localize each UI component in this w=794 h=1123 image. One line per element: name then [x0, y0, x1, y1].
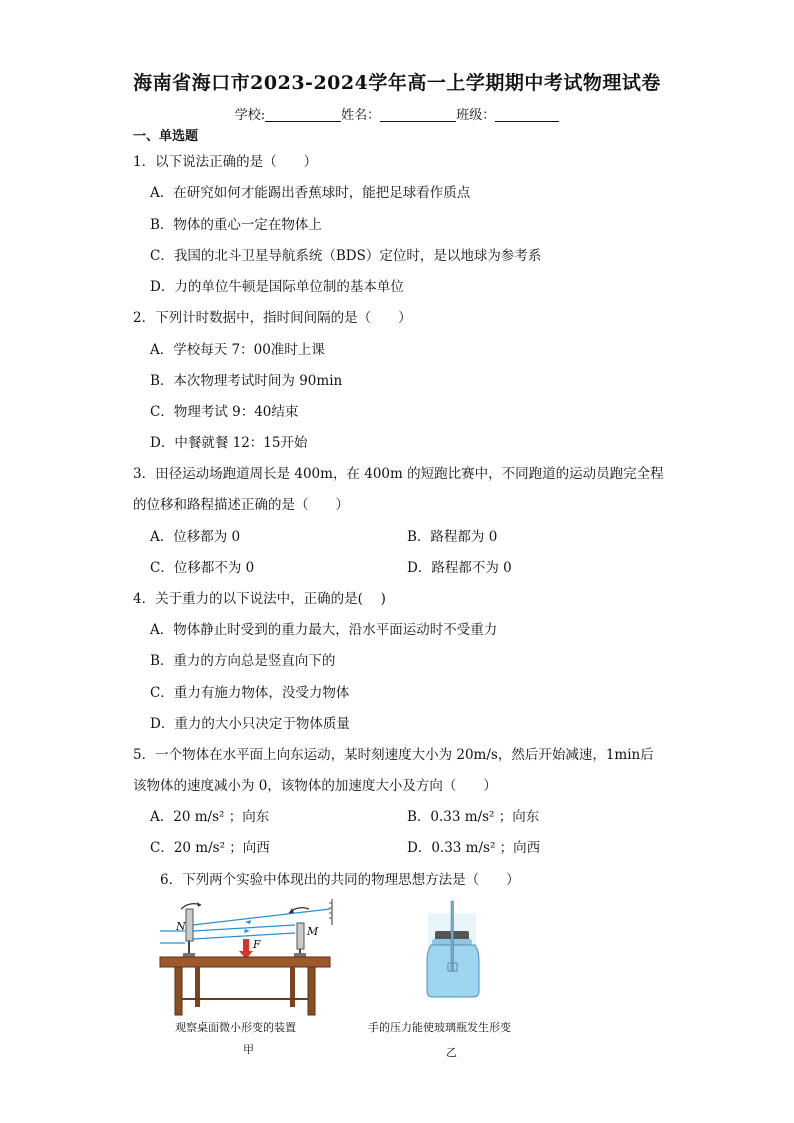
question-3-option-c: C．位移都不为 0	[150, 560, 255, 576]
mirror-n-label: N	[176, 920, 186, 933]
force-f-label: F	[253, 938, 261, 951]
class-label: 班级：	[456, 108, 496, 123]
question-4-stem: 4．关于重力的以下说法中，正确的是( )	[133, 591, 386, 607]
question-1-stem: 1．以下说法正确的是（ ）	[133, 154, 318, 170]
left-figure-caption: 观察桌面微小形变的装置	[175, 1021, 296, 1034]
question-2-option-a: A．学校每天 7：00准时上课	[150, 342, 325, 358]
student-info-line	[0, 104, 794, 123]
question-1-option-a: A．在研究如何才能踢出香蕉球时，能把足球看作质点	[150, 185, 471, 201]
left-figure-label: 甲	[243, 1043, 254, 1056]
name-blank[interactable]	[380, 107, 456, 122]
question-5-option-c: C．20 m/s² ；向西	[150, 840, 270, 856]
question-5-stem: 5．一个物体在水平面上向东运动，某时刻速度大小为 20m/s，然后开始减速，1min后	[133, 747, 654, 763]
question-2-option-d: D．中餐就餐 12：15开始	[150, 435, 308, 451]
school-label: 学校:	[234, 108, 266, 123]
experiment-illustration	[155, 895, 575, 1065]
question-5-option-b: B．0.33 m/s² ；向东	[407, 809, 540, 825]
question-3-stem-cont: 的位移和路程描述正确的是（ ）	[133, 497, 349, 513]
question-5-option-d: D．0.33 m/s² ；向西	[407, 840, 541, 856]
question-4-option-a: A．物体静止时受到的重力最大，沿水平面运动时不受重力	[150, 622, 498, 638]
question-5-stem-cont: 该物体的速度减小为 0，该物体的加速度大小及方向（ ）	[133, 778, 497, 794]
class-blank[interactable]	[495, 107, 559, 122]
question-3-option-a: A．位移都为 0	[150, 529, 241, 545]
mirror-m-label: M	[307, 925, 319, 938]
question-5-option-a: A．20 m/s² ；向东	[150, 809, 270, 825]
table-apparatus-drawing	[160, 899, 332, 1015]
question-2-option-c: C．物理考试 9：40结束	[150, 404, 299, 420]
school-blank[interactable]	[265, 107, 341, 122]
question-3-stem: 3．田径运动场跑道周长是 400m，在 400m 的短跑比赛中，不同跑道的运动员跑完全程	[133, 466, 664, 482]
question-3-option-b: B．路程都为 0	[407, 529, 498, 545]
right-figure-caption: 手的压力能使玻璃瓶发生形变	[368, 1021, 511, 1034]
question-4-option-b: B．重力的方向总是竖直向下的	[150, 653, 336, 669]
question-6-figure	[155, 895, 575, 1065]
question-1-option-b: B．物体的重心一定在物体上	[150, 217, 322, 233]
question-2-stem: 2．下列计时数据中，指时间间隔的是（ ）	[133, 310, 412, 326]
question-6-stem: 6．下列两个实验中体现出的共同的物理思想方法是（ ）	[160, 872, 520, 888]
question-3-option-d: D．路程都不为 0	[407, 560, 512, 576]
question-4-option-d: D．重力的大小只决定于物体质量	[150, 716, 350, 732]
question-2-option-b: B．本次物理考试时间为 90min	[150, 373, 343, 389]
question-1-option-d: D．力的单位牛顿是国际单位制的基本单位	[150, 279, 404, 295]
question-4-option-c: C．重力有施力物体，没受力物体	[150, 685, 350, 701]
right-figure-label: 乙	[446, 1046, 457, 1059]
exam-title: 海南省海口市2023-2024学年高一上学期期中考试物理试卷	[133, 72, 661, 94]
name-label: 姓名：	[341, 108, 381, 123]
glass-bottle-drawing	[427, 901, 479, 997]
section-heading: 一、单选题	[133, 129, 199, 144]
question-1-option-c: C．我国的北斗卫星导航系统（BDS）定位时，是以地球为参考系	[150, 248, 542, 264]
